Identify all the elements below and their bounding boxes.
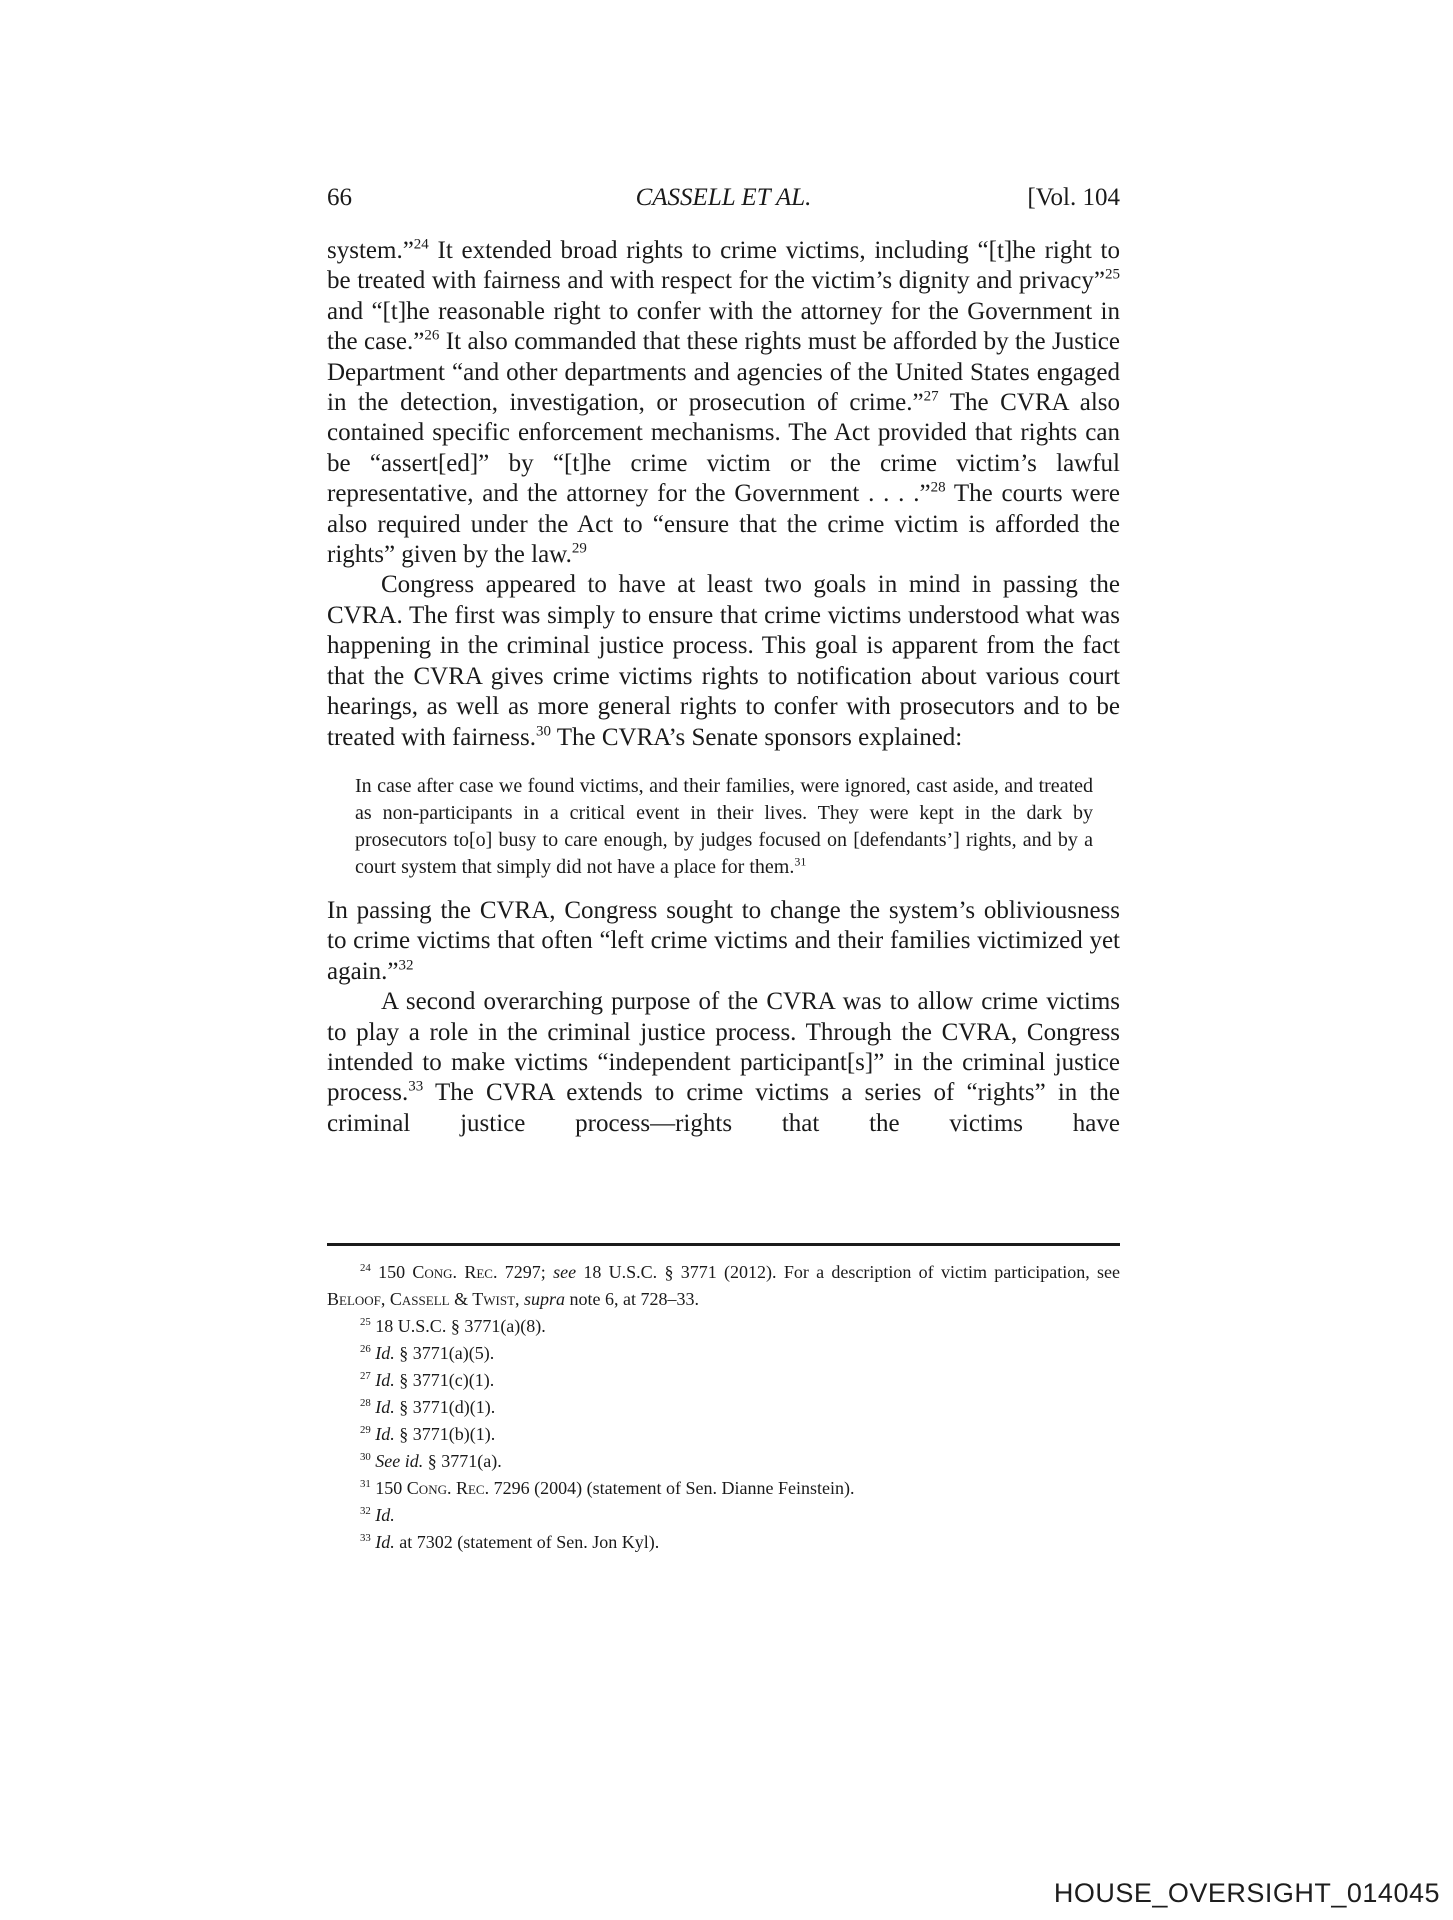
text-run: A second overarching purpose of the CVRA was to allow crime victims to play a role in the criminal justice process. Through the CVRA, Congress intended to make victims “independent participant[s]” in the criminal justice process.	[327, 988, 1120, 1107]
footnote	[327, 1367, 1120, 1394]
footnote	[327, 1259, 1120, 1313]
footnote-reference: 26	[424, 327, 440, 344]
text-run: The CVRA extends to crime victims a series of “rights” in the criminal justice process—rights that the victims have	[327, 1079, 1120, 1137]
text-run: system.”	[327, 237, 414, 264]
footnote-number: 33	[360, 1532, 371, 1544]
text-run: at 7302 (statement of Sen. Jon Kyl).	[394, 1532, 660, 1552]
text-run: 7297;	[497, 1262, 554, 1282]
running-title: CASSELL ET AL.	[635, 184, 812, 211]
footnote-number: 32	[360, 1505, 371, 1517]
footnotes-section	[327, 1243, 1120, 1556]
text-run: Cong. Rec.	[412, 1262, 498, 1282]
text-run: ,	[515, 1289, 525, 1309]
footnote	[327, 1313, 1120, 1340]
footnote-reference: 31	[794, 854, 807, 869]
text-run: See id.	[375, 1451, 424, 1471]
text-run: Cong. Rec.	[406, 1478, 490, 1498]
text-run: In passing the CVRA, Congress sought to change the system’s obliviousness to crime victims that often “left crime victims and their families victimized yet again.”	[327, 896, 1120, 985]
text-run: § 3771(c)(1).	[394, 1370, 495, 1390]
footnote-list	[327, 1259, 1120, 1556]
text-run: Id.	[375, 1370, 395, 1390]
text-run: § 3771(b)(1).	[394, 1424, 496, 1444]
text-run: § 3771(a)(5).	[394, 1343, 495, 1363]
footnote-number: 27	[360, 1370, 371, 1382]
paragraph	[327, 570, 1120, 752]
page-number: 66	[327, 184, 352, 211]
footnote	[327, 1340, 1120, 1367]
footnote	[327, 1529, 1120, 1556]
footnote-number: 30	[360, 1451, 371, 1463]
text-run: The CVRA also contained specific enforcement mechanisms. The Act provided that rights can be “assert[ed]” by “[t]he crime victim or the crime victim’s lawful representative, and the attorney for the Government . . . .”	[327, 389, 1121, 508]
text-run: 7296 (2004) (statement of Sen. Dianne Feinstein).	[489, 1478, 855, 1498]
footnote	[327, 1475, 1120, 1502]
footnote-separator	[327, 1243, 1120, 1246]
text-run: Beloof, Cassell & Twist	[327, 1289, 516, 1309]
footnote-reference: 33	[408, 1079, 424, 1096]
text-run: note 6, at 728–33.	[565, 1289, 700, 1309]
footnote	[327, 1421, 1120, 1448]
text-run: In case after case we found victims, and their families, were ignored, cast aside, and treated as non-participants in a critical event in their lives. They were kept in the dark by prosecutors to[o] busy to care enough, by judges focused on [defendants’] rights, and by a court system that simply did not have a place for them.	[355, 774, 1093, 878]
footnote-reference: 25	[1105, 267, 1120, 284]
footnote-reference: 24	[413, 236, 429, 253]
footnote-reference: 30	[535, 723, 551, 740]
footnote-number: 31	[360, 1478, 371, 1490]
text-run: § 3771(d)(1).	[394, 1397, 496, 1417]
footnote-reference: 28	[930, 479, 946, 496]
text-run: Id.	[375, 1532, 395, 1552]
footnote-number: 24	[360, 1262, 371, 1274]
text-run: Id.	[375, 1424, 395, 1444]
paragraph	[327, 236, 1120, 570]
footnote-reference: 32	[398, 957, 414, 974]
text-run: Congress appeared to have at least two goals in mind in passing the CVRA. The first was simply to ensure that crime victims understood what was happening in the criminal justice process. This goal is apparent from the fact that the CVRA gives crime victims rights to notification about various court hearings, as well as more general rights to confer with prosecutors and to be treated with fairness.	[327, 571, 1120, 751]
text-run: The CVRA’s Senate sponsors explained:	[550, 723, 963, 751]
footnote	[327, 1448, 1120, 1475]
footnote	[327, 1394, 1120, 1421]
footnote-number: 26	[360, 1343, 371, 1355]
paragraph	[327, 987, 1120, 1139]
text-run: The courts were also required under the Act to “ensure that the crime victim is afforded the rights” given by the law.	[327, 480, 1120, 569]
footnote-reference: 27	[923, 388, 939, 405]
volume-label: [Vol. 104	[1027, 184, 1120, 211]
text-run: 18 U.S.C. § 3771(a)(8).	[375, 1316, 546, 1336]
text-run: Id.	[375, 1505, 395, 1525]
footnote-number: 29	[360, 1424, 371, 1436]
text-run: Id.	[375, 1397, 395, 1417]
text-run: It extended broad rights to crime victims, including “[t]he right to be treated with fairness and with respect for the victim’s dignity and privacy”	[327, 237, 1120, 295]
footnote-number: 25	[360, 1316, 371, 1328]
text-run: see	[553, 1262, 577, 1282]
text-run: § 3771(a).	[423, 1451, 502, 1471]
text-run: 150	[375, 1478, 407, 1498]
paragraph	[327, 896, 1120, 987]
text-run: It also commanded that these rights must be afforded by the Justice Department “and other departments and agencies of the United States engaged in the detection, investigation, or prosecution of crime.”	[327, 328, 1121, 417]
text-run: 150	[378, 1262, 413, 1282]
footnote-reference: 29	[571, 540, 587, 557]
text-run: Id.	[375, 1343, 395, 1363]
text-run: and “[t]he reasonable right to confer with the attorney for the Government in the case.”	[327, 297, 1120, 356]
text-run: supra	[524, 1289, 566, 1309]
body-text	[327, 236, 1120, 1139]
block-quote	[355, 773, 1093, 881]
footnote	[327, 1502, 1120, 1529]
footnote-number: 28	[360, 1397, 371, 1409]
text-run: 18 U.S.C. § 3771 (2012). For a description of victim participation, see	[576, 1262, 1120, 1282]
bates-number: HOUSE_OVERSIGHT_014045	[1053, 1878, 1440, 1908]
